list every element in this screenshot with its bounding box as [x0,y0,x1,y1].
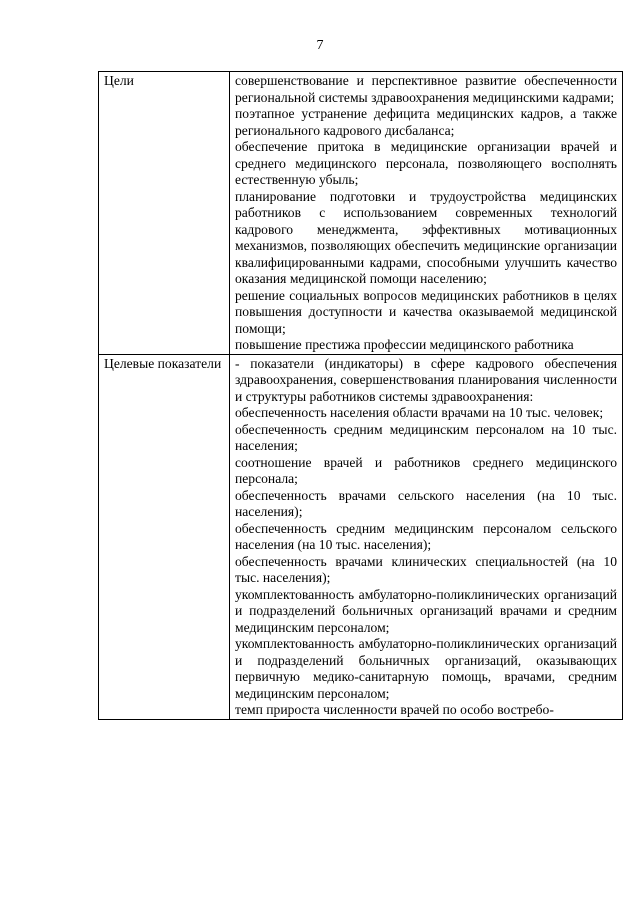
indicator-item: обеспеченность врачами клинических специальностей (на 10 тыс. населения); [235,553,617,585]
goal-item: обеспечение притока в медицинские организации врачей и среднего медицинского персонала, позволяющего восполнять естественную убыль; [235,139,617,187]
goal-item: планирование подготовки и трудоустройства медицинских работников с использованием современных технологий кадрового менеджмента, эффективных мотивационных механизмов, позволяющих обеспечить медицинские организации квалифицированными кадрами, способными улучшить качество оказания медицинской помощи населению; [235,188,617,286]
indicator-item: укомплектованность амбулаторно-поликлинических организаций и подразделений больничных организаций врачами и средним медицинским персоналом; [235,586,617,635]
goal-item: совершенствование и перспективное развитие обеспеченности региональной системы здравоохранения медицинскими кадрами; [235,73,617,105]
indicator-item: обеспеченность средним медицинским персоналом на 10 тыс. населения; [235,421,617,453]
indicator-item: - показатели (индикаторы) в сфере кадрового обеспечения здравоохранения, совершенствования планирования численности и структуры работников системы здравоохранения: [235,355,617,404]
goal-item: решение социальных вопросов медицинских работников в целях повышения доступности и качества оказываемой медицинской помощи; [235,287,617,336]
row-label-indicators: Целевые показатели [104,355,222,371]
indicator-item: обеспеченность врачами сельского населения (на 10 тыс. населения); [235,487,617,519]
goal-item: повышение престижа профессии медицинского работника [235,337,574,352]
indicator-item: темп прироста численности врачей по особо востребо- [235,702,554,717]
row-content-cell [230,72,623,355]
page-number: 7 [316,38,324,53]
goal-item: поэтапное устранение дефицита медицинских кадров, а также регионального кадрового дисбаланса; [235,106,617,138]
program-passport-table [98,71,623,720]
indicator-item: укомплектованность амбулаторно-поликлинических организаций и подразделений больничных организаций, оказывающих первичную медико-санитарную помощь, врачами, средним медицинским персоналом; [235,636,617,701]
row-label-goals: Цели [104,73,134,88]
table-row-indicators [99,354,623,719]
indicator-item: обеспеченность средним медицинским персоналом сельского населения (на 10 тыс. населения); [235,520,617,552]
row-content-cell [230,354,623,719]
row-label-cell [99,72,230,355]
table-row-goals [99,72,623,355]
row-label-cell [99,354,230,719]
indicator-item: обеспеченность населения области врачами на 10 тыс. человек; [235,405,604,420]
indicator-item: соотношение врачей и работников среднего медицинского персонала; [235,454,617,486]
